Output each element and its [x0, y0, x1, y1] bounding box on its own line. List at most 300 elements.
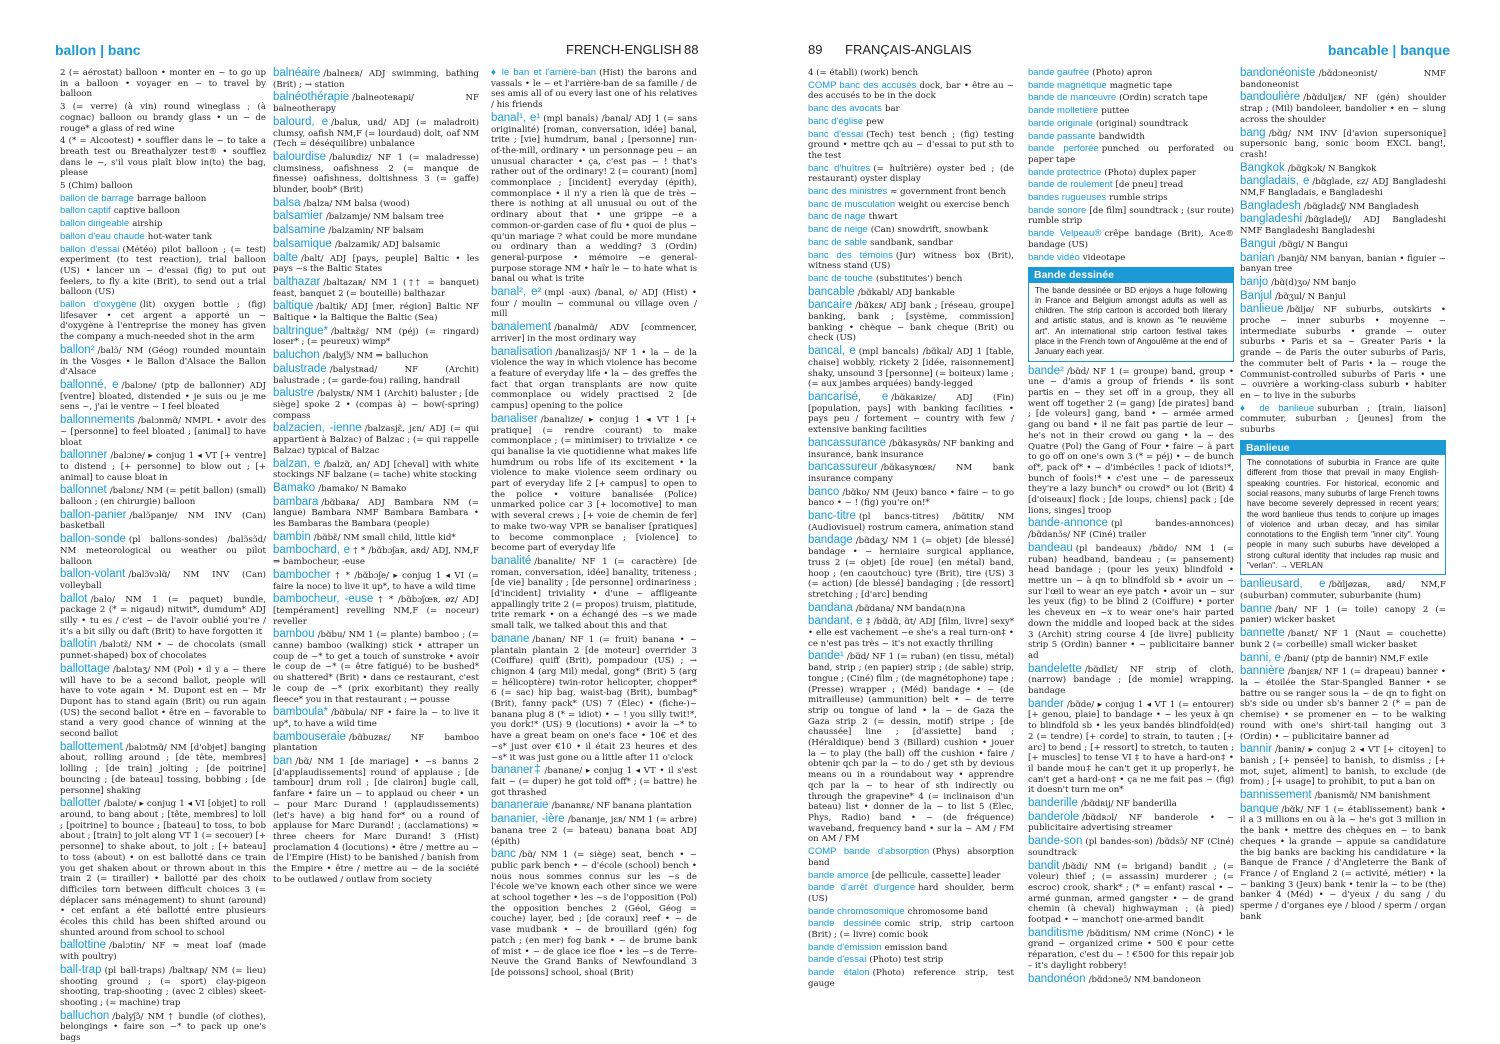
dictionary-entry	[1028, 144, 1234, 165]
headword: bancable	[808, 285, 855, 298]
compound-headword: bande de roulement	[1028, 179, 1113, 191]
headword: bandant, e	[808, 615, 863, 628]
dictionary-entry	[1028, 798, 1234, 810]
headword: bannière	[1240, 665, 1285, 678]
headword: bangladeshi	[1240, 213, 1303, 226]
headword: banalité	[491, 554, 532, 567]
definition: /banalizasjɔ̃/ NF 1 • la ~ de la violence the way in which violence has become a feature of everyday life • la ~ des greffes the fact that organ transplants are now quite commonplace ou widely practised 2 [de campus] opening to the police	[491, 347, 697, 412]
dictionary-entry	[273, 532, 479, 544]
definition: (pl bandes-annonces) /bɑ̃danɔ̃s/ NF (Ciné) trailer	[1028, 519, 1234, 541]
headword: ballotin	[60, 638, 97, 651]
definition: airship	[132, 219, 163, 230]
dictionary-entry	[273, 423, 479, 456]
definition: /balɔnmɑ̃/ NMPL • avoir des ~ [personne] to feel bloated ; [animal] to have bloat	[60, 416, 266, 448]
definition: /balɔ̃panje/ NM INV (Can) basketball	[60, 510, 266, 532]
definition: /baltazaʀ/ NM 1 (†† = banquet) feast, banquet 2 (= bouteille) balthazar	[273, 277, 479, 299]
dictionary-entry	[60, 232, 266, 243]
headword: banque	[1240, 802, 1279, 815]
dictionary-entry	[273, 570, 479, 592]
definition: /bɑ̃dɔneɔ̃/ NM bandoneon	[1088, 974, 1202, 985]
headword: baltique	[273, 300, 314, 313]
definition: /bɑ̃d/ NF 1 (= groupe) band, group • une ~ d'amis a group of friends • ils sont partis en ~ they set off in a group, they all went off together 2 (= gang) [de pirates] band ; [de voleurs] gang, band • ~ armée armed gang ou band • il ne fait pas partie de leur ~ he's not in their crowd ou gang • la ~ des Quatre (Pol) the Gang of Four • faire ~ à part to go off on one's own 3 (* = péj) • ~ de bunch of*, pack of* • ~ d'imbéciles ! pack of idiots!*, bunch of fools!* • c'est une ~ de paresseux they're a lazy bunch* ou crowd* ou lot (Brit) 4 [d'oiseaux] flock ; [de loups, chiens] pack ; [de lions, singes] troop	[1028, 366, 1234, 516]
definition: /banɛt/ NF 1 (Naut = couchette) bunk 2 (= corbeille) small wicker basket	[1240, 629, 1446, 650]
compound-headword: bande vidéo	[1028, 251, 1080, 263]
headword: bande-annonce	[1028, 517, 1108, 530]
dictionary-entry	[808, 968, 1014, 989]
headword: balustre	[273, 387, 314, 400]
definition: dock, bar • être au ~ des accusés to be in the dock	[808, 80, 1014, 102]
definition: ≈ government front bench	[890, 187, 1007, 198]
definition: bar	[884, 104, 900, 115]
dictionary-entry	[60, 136, 266, 179]
definition: (Can) snowdrift, snowbank	[870, 225, 989, 236]
dictionary-entry	[1028, 366, 1234, 517]
dictionary-entry	[808, 955, 1014, 966]
headword: bandonéon	[1028, 972, 1086, 985]
definition: /balɔtɛ̃/ NM • ~ de chocolats (small punnet-shaped) box of chocolates	[60, 640, 266, 662]
definition: hot-water tank	[147, 231, 212, 242]
dictionary-entry	[273, 117, 479, 150]
dictionary-entry	[60, 742, 266, 797]
dictionary-entry	[273, 629, 479, 705]
dictionary-entry	[60, 380, 266, 413]
headword: bang	[1240, 126, 1266, 139]
definition: /bɑ̃ljø/ NF suburbs, outskirts • proche ~ inner suburbs • moyenne ~ intermediate suburbs • grande ~ outer suburbs • Paris et sa ~ Greater Paris • la grande ~ de Paris the outer suburbs of Paris, the commuter belt of Paris • la ~ rouge the Communist-controlled suburbs of Paris • une ~ ouvrière a working-class suburb • habiter en ~ to live in the suburbs	[1240, 305, 1446, 401]
definition: /balzamje/ NM balsam tree	[325, 212, 444, 223]
headword: banane	[491, 632, 530, 645]
definition: videotape	[1082, 252, 1126, 263]
dictionary-entry	[1240, 128, 1446, 161]
compound-headword: ♦ le ban et l'arrière-ban	[491, 67, 597, 78]
dictionary-entry	[1028, 180, 1234, 191]
dictionary-entry	[1028, 132, 1234, 143]
headword: bannissement	[1240, 789, 1312, 802]
dictionary-entry	[1028, 106, 1234, 117]
dictionary-entry	[60, 940, 266, 962]
headword: bangladais, e	[1240, 175, 1310, 188]
dictionary-entry	[273, 92, 479, 114]
compound-headword: ♦ de banlieue	[1240, 402, 1315, 414]
definition: 2 (= aérostat) balloon • monter en ~ to go up in a balloon • voyager en ~ to travel by balloon	[60, 68, 266, 100]
dictionary-entry	[1240, 579, 1446, 601]
definition: /bɑ̃ditism/ NM crime (NonC) • le grand ~ organized crime • 500 € pour cette réparation, c'est du ~ ! €500 for this repair job – it's daylight robbery!	[1028, 928, 1234, 971]
dictionary-entry	[808, 274, 1014, 285]
dictionary-entry	[1028, 699, 1234, 796]
dictionary-entry	[491, 347, 697, 412]
dictionary-entry	[273, 68, 479, 90]
dictionary-entry	[60, 219, 266, 230]
dictionary-entry	[60, 569, 266, 591]
definition: (= huîtrière) oyster bed ; (de restaurant) oyster display	[808, 163, 1014, 185]
headword: bandit	[1028, 859, 1060, 872]
headword: bander	[1028, 697, 1064, 710]
definition: (pl ballons-sondes) /balɔ̃sɔ̃d/ NM meteorological ou weather ou pilot balloon	[60, 535, 266, 567]
definition: (Ordin) scratch tape	[1119, 93, 1208, 104]
definition: /bɑ̃gladeʃi/ ADJ Bangladeshi NMF Bangladeshi Bangladeshi	[1240, 215, 1446, 237]
definition: /bɑ̃ʒul/ N Banjul	[1274, 291, 1346, 302]
definition: /bɑ̃bɛ̃/ NM small child, little kid*	[313, 532, 456, 543]
headword: bancaire	[808, 299, 853, 312]
definition: /bɑ̃(d)ʒo/ NM banjo	[1271, 277, 1356, 288]
dictionary-entry	[60, 510, 266, 532]
compound-headword: bande d'essai	[808, 954, 867, 966]
compound-headword: bande de manœuvre	[1028, 92, 1117, 104]
dictionary-entry	[60, 102, 266, 134]
headword: bandeau	[1028, 541, 1073, 554]
compound-headword: bande étalon	[808, 967, 870, 979]
dictionary-entry	[273, 594, 479, 627]
dictionary-entry	[491, 113, 697, 285]
culture-note-box	[1240, 440, 1446, 576]
dictionary-entry	[808, 535, 1014, 600]
definition: (Photo) apron	[1092, 68, 1153, 78]
definition: /bananʀɛ/ NF banana plantation	[551, 801, 692, 812]
definition: sandbank, sandbar	[870, 237, 953, 248]
headword: balsa	[273, 196, 301, 209]
headword: bande-son	[1028, 835, 1083, 848]
definition: † * /bɑ̃bɔʃe/ ▸ conjug 1 ◂ VI (= faire la noce) to live it up*, to have a wild time	[273, 570, 479, 592]
dictionary-entry	[60, 194, 266, 205]
compound-headword: banc de sable	[808, 236, 868, 248]
left-page-number: 88	[684, 42, 699, 57]
dictionary-entry	[60, 68, 266, 100]
headword: bambin	[273, 530, 311, 543]
headword: Bangui	[1240, 237, 1276, 250]
dictionary-entry	[273, 756, 479, 885]
headword: banal², e²	[491, 286, 542, 299]
definition: crêpe bandage (Brit), Ace® bandage (US)	[1028, 229, 1235, 250]
dictionary-entry	[1240, 291, 1446, 303]
left-language-label: FRENCH-ENGLISH	[566, 42, 682, 57]
dictionary-entry	[60, 965, 266, 1009]
headword: banalement	[491, 321, 552, 334]
dictionary-entry	[1240, 304, 1446, 401]
definition: /banan/ NF 1 (= fruit) banana • ~ plantain plantain 2 [de moteur] overrider 3 (Coiffure) quiff (Brit), pompadour (US) ; → chignon 4 (arg Mil) medal, gong* (Brit) 5 (arg = hélicoptère) twin-rotor helicopter, chopper* 6 (= sac) hip bag, waist-bag (Brit), bumbag* (Brit), fanny pack* (US) 7 (Élec) • (fiche-)~ banana plug 8 (* = idiot) • ~ ! you silly twit!*, you dork!* (US) 9 (locutions) • avoir la ~* to have a great beam on one's face • 10€ et des ~s* just over €10 • il était 23 heures et des ~s* it was just gone ou a little after 11 o'clock	[491, 634, 697, 763]
definition: /bɑ̃glade, ɛz/ ADJ Bangladeshi NM,F Bangladais, e Bangladeshi	[1240, 177, 1446, 199]
compound-headword: bande sonore	[1028, 204, 1087, 216]
dictionary-entry	[808, 117, 1014, 128]
headword: banderille	[1028, 797, 1078, 810]
headword: balzan, e	[273, 457, 321, 470]
dictionary-entry	[1240, 804, 1446, 923]
definition: /balneɛʀ/ ADJ swimming, bathing (Brit) ; → station	[273, 69, 479, 90]
definition: /bɑ̃kasyʀœʀ/ NM bank insurance company	[808, 463, 1014, 484]
headword: bancassureur	[808, 461, 878, 474]
definition: /balɔnɛ/ NM (= petit ballon) (small) balloon ; (en chirurgie) balloon	[60, 486, 266, 508]
dictionary-entry	[808, 251, 1014, 272]
right-guide-words: bancable | banque	[1327, 42, 1450, 58]
headword: balthazar	[273, 275, 321, 288]
definition: /bɑ̃daʒ/ NM 1 (= objet) [de blessé] bandage • ~ herniaire surgical appliance, truss 2 (= objet) [de roue] (en métal) band, hoop ; (en caoutchouc) tyre (Brit), tire (US) 3 (= action) [de blessé] bandaging ; [de ressort] stretching ; [d'arc] bending	[808, 536, 1014, 600]
compound-headword: bande passante	[1028, 130, 1096, 142]
dictionary-entry	[808, 462, 1014, 484]
dictionary-entry	[491, 765, 697, 798]
dictionary-entry	[1240, 404, 1446, 436]
compound-headword: bande chromosomique	[808, 905, 905, 917]
dictionary-entry	[273, 152, 479, 196]
definition: /bɑ̃kasyʀɑ̃s/ NF banking and insurance, bank insurance	[808, 438, 1014, 460]
dictionary-entry	[1028, 193, 1234, 204]
definition: /balɔtmɑ̃/ NM [d'objet] banging about, rolling around ; [de tête, membres] lolling ; [de train] jolting ; [de poitrine] bouncing ; [de bateau] tossing, bobbing ; [de personne] shaking	[60, 742, 266, 796]
headword: bambouseraie	[273, 730, 346, 743]
definition: (Jur) witness box (Brit), witness stand (US)	[808, 250, 1014, 272]
dictionary-entry	[1028, 836, 1234, 858]
definition: /bɑ̃de/ ▸ conjug 1 ◂ VT 1 (= entourer) [+ genou, plaie] to bandage • ~ les yeux à qn to blindfold sb • les yeux bandés blindfold(ed) 2 (= tendre) [+ corde] to strain, to tauten ; [+ arc] to bend ; [+ ressort] to stretch, to tauten ; [+ muscles] to tense VI ‡ to have a hard-on‡ • il bande mou‡ he can't get it up properly‡, he can't get a hard-on‡ • ça ne me fait pas ~ (fig) it doesn't turn me on*	[1028, 699, 1234, 796]
dictionary-entry	[808, 104, 1014, 115]
dictionary-entry	[491, 634, 697, 763]
definition: /bananje, jɛʀ/ NM 1 (= arbre) banana tree 2 (= bateau) banana boat ADJ (épith)	[491, 815, 697, 847]
definition: /bɑ̃kɛʀ/ ADJ bank ; [réseau, groupe] banking, bank ; [système, commission] banking • chèque ~ bank cheque (Brit) ou check (US)	[808, 301, 1014, 344]
compound-headword: bandes rugueuses	[1028, 192, 1107, 204]
compound-headword: banc des ministres	[808, 186, 888, 198]
dictionary-entry	[1240, 163, 1446, 175]
definition: /bɑ̃k/ NF 1 (= établissement) bank • il a 3 millions en ou à la ~ he's got 3 million in the bank • mettre des chèques en ~ to bank cheques • la grande ~ appuie sa candidature the big banks are backing his candidature • la Banque de France / d'Angleterre the Bank of France / of England 2 (= activité, métier) • la ~ banking 3 (Jeux) bank • tenir la ~ to be (the) banker 4 (Méd) • ~ d'yeux / du sang / du sperme / d'organes eye / blood / sperm / organ bank	[1240, 804, 1446, 922]
dictionary-entry	[808, 300, 1014, 344]
headword: bancarisé, e	[808, 390, 889, 403]
headword: ballottine	[60, 939, 107, 952]
headword: banne	[1240, 602, 1272, 615]
headword: banco	[808, 485, 840, 498]
headword: Banjul	[1240, 289, 1272, 302]
definition: puttee	[1101, 106, 1130, 117]
compound-headword: bande gaufrée	[1028, 67, 1090, 78]
definition: /balɔne/ (ptp de ballonner) ADJ [ventre] bloated, distended • je suis ou je me sens ~, j'ai le ventre ~ I feel bloated	[60, 380, 266, 413]
dictionary-entry	[273, 483, 479, 495]
headword: balnéaire	[273, 67, 321, 79]
headword: ballottage	[60, 662, 110, 675]
dictionary-entry	[60, 664, 266, 740]
definition: /bɑ̃di/ NM (= brigand) bandit ; (= voleur) thief ; (= assassin) murderer ; (= escroc) crook, shark* ; (* = enfant) rascal • ~ armé gunman, armed gangster • ~ de grand chemin (à cheval) highwayman ; (à pied) footpad • ~ manchot† one-armed bandit	[1028, 861, 1234, 926]
headword: balluchon	[60, 1009, 110, 1022]
dictionary-entry	[1028, 206, 1234, 227]
compound-headword: bande d'arrêt d'urgence	[808, 882, 916, 894]
dictionary-entry	[273, 326, 479, 348]
dictionary-entry	[491, 68, 697, 111]
definition: /balza/ NM balsa (wood)	[303, 198, 410, 209]
dictionary-entry	[60, 1011, 266, 1044]
headword: banderole	[1028, 810, 1080, 823]
definition: /baltʀɛ̃g/ NM (péj) (= ringard) loser* ; (= peureux) wimp*	[273, 326, 479, 348]
definition: (lit) oxygen bottle ; (fig) lifesaver • cet argent a apporté un ~ d'oxygène à l'entreprise the money has given the company a much-needed shot in the arm	[60, 300, 266, 343]
headword: ballon-volant	[60, 568, 126, 581]
compound-headword: banc de musculation	[808, 198, 896, 210]
definition: hard shoulder, berm (US)	[808, 883, 1014, 904]
dictionary-entry	[273, 225, 479, 237]
dictionary-entry	[273, 459, 479, 481]
dictionary-entry	[273, 277, 479, 299]
definition: 3 (= verre) (à vin) round wineglass ; (à cognac) balloon ou brandy glass • un ~ de rouge* a glass of red wine	[60, 102, 266, 134]
definition: 4 (= établi) (work) bench	[808, 68, 918, 78]
dictionary-entry	[491, 800, 697, 812]
definition: /bɑ̃dlɛt/ NF strip of cloth, (narrow) bandage ; [de momie] wrapping, bandage	[1028, 664, 1234, 697]
definition: /balɔ̃/ NM (Géog) rounded mountain in the Vosges • le Ballon d'Alsace the Ballon d'Alsace	[60, 345, 266, 378]
definition: /bɑ̃duljɛʀ/ NF (gén) shoulder strap ; (Mil) bandoleer, bandolier • en ~ slung across the shoulder	[1240, 93, 1446, 125]
definition: /banjɛʀ/ NF 1 (= drapeau) banner • la ~ étoilée the Star-Spangled Banner • se battre ou se ranger sous la ~ de qn to fight on sb's side ou under sb's banner 2 (* = pan de chemise) • se promener en ~ to be walking round with one's shirt-tail hanging out 3 (Ordin) • ~ publicitaire banner ad	[1240, 667, 1446, 742]
headword: bannir	[1240, 743, 1272, 756]
dictionary-entry	[491, 849, 697, 978]
definition: (pl ball-traps) /baltʀap/ NM (= lieu) shooting ground ; (= sport) clay-pigeon shooting, trap-shooting ; (avec 2 cibles) skeet-shooting ; (= machine) trap	[60, 965, 266, 1008]
culture-note-title: Banlieue	[1241, 441, 1445, 455]
dictionary-entry	[808, 603, 1014, 615]
headword: Bangkok	[1240, 161, 1285, 174]
headword: balte	[273, 251, 298, 264]
definition: /bɑ̃bula/ NF • faire la ~ to live it up*, to have a wild time	[273, 708, 479, 729]
definition: barrage balloon	[136, 193, 207, 204]
definition: /bɑ̃d/ NF 1 (= ruban) (en tissu, métal) band, strip ; (en papier) strip ; (de sable) strip, tongue ; (Ciné) film ; (de magnétophone) tape ; (Presse) wrapper ; (Méd) bandage • ~ (de mitrailleuse) (ammunition) belt • ~ de terre strip ou tongue of land • la ~ de Gaza the Gaza strip 2 (= dessin, motif) stripe ; [de chaussée] line ; [d'assiette] band ; (Héraldique) bend 3 (Billard) cushion • jouer la ~ to play (the ball) off the cushion • faire / obtenir qch par la ~ to do / get sth by devious means ou in a roundabout way • apprendre qch par la ~ to hear of sth indirectly ou through the grapevine* 4 (= inclinaison d'un bateau) list • donner de la ~ to list 5 (Élec, Phys, Radio) band • ~ (de fréquence) waveband, frequency band • sur la ~ AM / FM on AM / FM	[808, 652, 1014, 845]
dictionary-entry	[1240, 253, 1446, 275]
definition: /balt/ ADJ [pays, peuple] Baltic • les pays ~s the Baltic States	[273, 253, 479, 275]
headword: balsamique	[273, 237, 332, 250]
dictionary-entry	[60, 245, 266, 299]
dictionary-entry	[808, 651, 1014, 845]
dictionary-column-3	[491, 67, 698, 978]
headword: banlieue	[1240, 303, 1284, 316]
headword: bancassurance	[808, 436, 886, 449]
compound-headword: bande d'émission	[808, 941, 882, 953]
dictionary-entry	[273, 497, 479, 530]
dictionary-entry	[1028, 543, 1234, 662]
definition: /balo/ NM 1 (= paquet) bundle, package 2 (* = nigaud) nitwit*, dumdum* ADJ silly • tu es / c'est ~ de l'avoir oublié you're / it's a bit silly ou daft (Brit) to have forgotten it	[60, 594, 266, 637]
definition: /banalmɑ̃/ ADV [commencer, arriver] in the most ordinary way	[491, 323, 697, 344]
compound-headword: COMP banc des accusés	[808, 79, 917, 91]
headword: banni, e	[1240, 651, 1281, 664]
dictionary-entry	[273, 707, 479, 729]
dictionary-entry	[1028, 229, 1234, 250]
dictionary-entry	[1028, 664, 1234, 697]
dictionary-entry	[1240, 628, 1446, 650]
definition: pew	[866, 116, 885, 127]
dictionary-column-5	[1028, 67, 1235, 985]
headword: bandonéoniste	[1240, 67, 1316, 79]
definition: /bɑ̃dɔneɔnist/ NMF bandoneonist	[1240, 69, 1446, 90]
definition: punched ou perforated ou paper tape	[1028, 144, 1234, 165]
headword: bannette	[1240, 627, 1285, 640]
compound-headword: bande originale	[1028, 117, 1093, 129]
dictionary-entry	[60, 206, 266, 217]
dictionary-entry	[808, 883, 1014, 904]
right-page-number: 89	[808, 42, 823, 57]
headword: Bamako	[273, 481, 316, 494]
dictionary-entry	[273, 198, 479, 210]
definition: /bɑ̃dʀij/ NF banderilla	[1080, 799, 1177, 810]
compound-headword: bande protectrice	[1028, 166, 1102, 178]
headword: bandage	[808, 534, 853, 547]
dictionary-entry	[1240, 92, 1446, 125]
dictionary-entry	[1240, 604, 1446, 626]
definition: 5 (Chim) balloon	[60, 181, 133, 192]
headword: banaliser	[491, 412, 538, 425]
definition: /baluʀ, uʀd/ ADJ (= maladroit) clumsy, oafish NM,F (= lourdaud) dolt, oaf NM (Tech = déséquilibre) unbalance	[273, 117, 479, 150]
compound-headword: banc des avocats	[808, 103, 882, 115]
definition: /balɔte/ ▸ conjug 1 ◂ VI [objet] to roll around, to bang about ; [tête, membres] to loll ; [poitrine] to bounce ; [bateau] to toss, to bob about ; [train] to jolt along VT 1 (= secouer) [+ personne] to shake about, to jolt ; [+ bateau] to toss (about) • on est ballotté dans ce train you get shaken about or thrown about in this train 2 (= tirailler) • ballotté par des choix difficiles torn between difficult choices 3 (= déplacer sans ménagement) to shunt (around) • cet enfant a été ballotté entre plusieurs écoles this child has been shifted around ou shunted around from school to school	[60, 799, 266, 938]
compound-headword: bande amorce	[808, 869, 869, 881]
headword: ballonnet	[60, 484, 107, 497]
culture-note-text: The connotations of suburbia in France are quite different from those that prevail in many English-speaking countries. For historical, economic and social reasons, many suburbs of large French towns have become severely depressed in recent years; the word banlieue thus tends to conjure up images of violence and urban decay, and has similar connotations to the English term "inner city". Young people in many such suburbs have developed a strong cultural identity that includes rap music and "verlan". → VERLAN	[1247, 458, 1439, 571]
definition: † * /bɑ̃bɔʃœʀ, øz/ ADJ [tempérament] revelling NM,F (= noceur) reveller	[273, 595, 479, 627]
dictionary-column-6	[1240, 68, 1446, 973]
dictionary-entry	[273, 732, 479, 754]
headword: ballot	[60, 592, 88, 605]
dictionary-entry	[808, 187, 1014, 198]
dictionary-entry	[1240, 176, 1446, 198]
definition: /balzɑ̃, an/ ADJ [cheval] with white stockings NF balzane (= tache) white stocking	[273, 459, 479, 481]
dictionary-entry	[808, 487, 1014, 509]
headword: ballon²	[60, 343, 95, 356]
headword: bambocheur, -euse	[273, 593, 374, 606]
dictionary-entry	[808, 438, 1014, 460]
compound-headword: bande Velpeau®	[1028, 228, 1102, 240]
headword: banc-titre	[808, 510, 856, 523]
definition: /balɔne/ ▸ conjug 1 ◂ VT [+ ventre] to distend ; [+ personne] to blow out ; [+ animal] to cause bloat in	[60, 451, 266, 483]
dictionary-entry	[808, 392, 1014, 436]
headword: balnéothérapie	[273, 91, 350, 104]
definition: /banjɑ̃/ NM banyan, banian • figuier ~ banyan tree	[1240, 253, 1446, 275]
headword: bananer‡	[491, 764, 542, 777]
compound-headword: ballon d'oxygène	[60, 299, 137, 311]
definition: /bɑ̃gkɔk/ N Bangkok	[1287, 163, 1377, 174]
definition: /bɑ̃bu/ NM 1 (= plante) bamboo ; (= canne) bamboo (walking) stick • attraper un coup de ~* to get a touch of sunstroke • avoir le coup de ~* (= être fatigué) to be bushed* ou shattered* (Brit) • dans ce restaurant, c'est le coup de ~* (prix exorbitant) they really fleece* you in that restaurant ; → pousse	[273, 630, 479, 705]
compound-headword: banc de nage	[808, 211, 866, 223]
compound-headword: banc de touche	[808, 272, 873, 284]
definition: /balystʀad/ NF (Archit) balustrade ; (= garde-fou) railing, handrail	[273, 364, 479, 386]
headword: bandoulière	[1240, 91, 1301, 104]
definition: /bɑ̃/ NM 1 [de mariage] • ~s banns 2 [d'applaudissements] round of applause ; [de tambour] drum roll ; [de clairon] bugle call, fanfare • faire un ~ to applaud ou cheer • un ~ pour Marc Durand ! (applaudissements) (let's have) a big hand for* ou a round of applause for Marc Durand! ; (acclamations) ≈ three cheers for Marc Durand! 3 (Hist) proclamation 4 (locutions) • être / mettre au ~ de l'Empire (Hist) to be banished / banish from the Empire • être / mettre au ~ de la société to be outlawed / outlaw from society	[273, 757, 479, 885]
headword: banian	[1240, 251, 1275, 264]
dictionary-entry	[808, 200, 1014, 211]
definition: (substitutes') bench	[875, 273, 963, 284]
dictionary-entry	[808, 346, 1014, 390]
definition: (Photo) test strip	[869, 955, 944, 966]
dictionary-entry	[1240, 790, 1446, 802]
headword: bambou	[273, 628, 315, 641]
headword: banc	[491, 848, 516, 861]
definition: (pl bancs-titres) /bɑ̃titʀ/ NM (Audiovisuel) rostrum camera, animation stand	[808, 512, 1014, 533]
dictionary-entry	[808, 907, 1014, 918]
dictionary-entry	[1028, 812, 1234, 834]
dictionary-entry	[808, 238, 1014, 249]
compound-headword: ballon d'eau chaude	[60, 230, 145, 242]
dictionary-entry	[1028, 119, 1234, 130]
definition: (Météo) pilot balloon ; (= test) experiment (to test reaction), trial balloon (US) • lancer un ~ d'essai (fig) to put out feelers, to fly a kite (Brit), to send out a trial balloon (US)	[60, 244, 267, 298]
dictionary-entry	[808, 164, 1014, 185]
dictionary-entry	[60, 345, 266, 378]
headword: bamboula*	[273, 706, 328, 719]
compound-headword: banc d'essai	[808, 128, 864, 140]
headword: balsamier	[273, 210, 323, 223]
headword: ballottement	[60, 740, 123, 753]
headword: balustrade	[273, 362, 327, 375]
definition: /bani/ (ptp de bannir) NM,F exile	[1283, 653, 1429, 664]
headword: bambara	[273, 495, 319, 508]
definition: † * /bɑ̃bɔʃaʀ, aʀd/ ADJ, NM,F ⇒ bambocheur, -euse	[273, 546, 479, 568]
headword: balsamine	[273, 224, 326, 237]
dictionary-entry	[808, 919, 1014, 940]
definition: /baluʀdiz/ NF 1 (= maladresse) clumsiness, oafishness 2 (= manque de finesse) oafishness, doltishness 3 (= gaffe) blunder, boob* (Brit)	[273, 152, 479, 196]
dictionary-entry	[273, 211, 479, 223]
definition: [de pneu] tread	[1115, 180, 1184, 191]
definition: /bɑ̃ljøzaʀ, aʀd/ NM,F (suburban) commuter, suburbanite (hum)	[1240, 580, 1446, 602]
definition: /bɑ̃gi/ N Bangui	[1278, 239, 1348, 250]
definition: /bɑ̃buzʀɛ/ NF bamboo plantation	[273, 732, 479, 754]
compound-headword: ballon d'essai	[60, 243, 120, 255]
dictionary-entry	[808, 871, 1014, 882]
headword: ballonnements	[60, 414, 135, 427]
definition: (Hist) the barons and vassals • le ~ et l'arrière-ban de sa famille / de ses amis all of ou every last one of his relatives / his friends	[491, 68, 698, 111]
headword: ballotter	[60, 797, 101, 810]
definition: /bɑ̃g/ NM INV [d'avion supersonique] supersonic bang, sonic boom EXCL bang!, crash!	[1240, 128, 1446, 160]
definition: /banalize/ ▸ conjug 1 ◂ VT 1 [+ pratique] (= rendre courant) to make commonplace ; (= minimiser) to trivialize • ce qui banalise la vie quotidienne what makes life humdrum ou robs life of its excitement • la violence to make violence seem ordinary ou part of everyday life 2 [+ campus] to open to the police • voiture banalisée (Police) unmarked police car 3 [+ locomotive] to man with several crews ; [+ voie de chemin de fer] to make two-way VPR se banaliser [pratiques] to become commonplace ; [violence] to become part of everyday life	[491, 414, 697, 554]
dictionary-entry	[1028, 68, 1234, 79]
